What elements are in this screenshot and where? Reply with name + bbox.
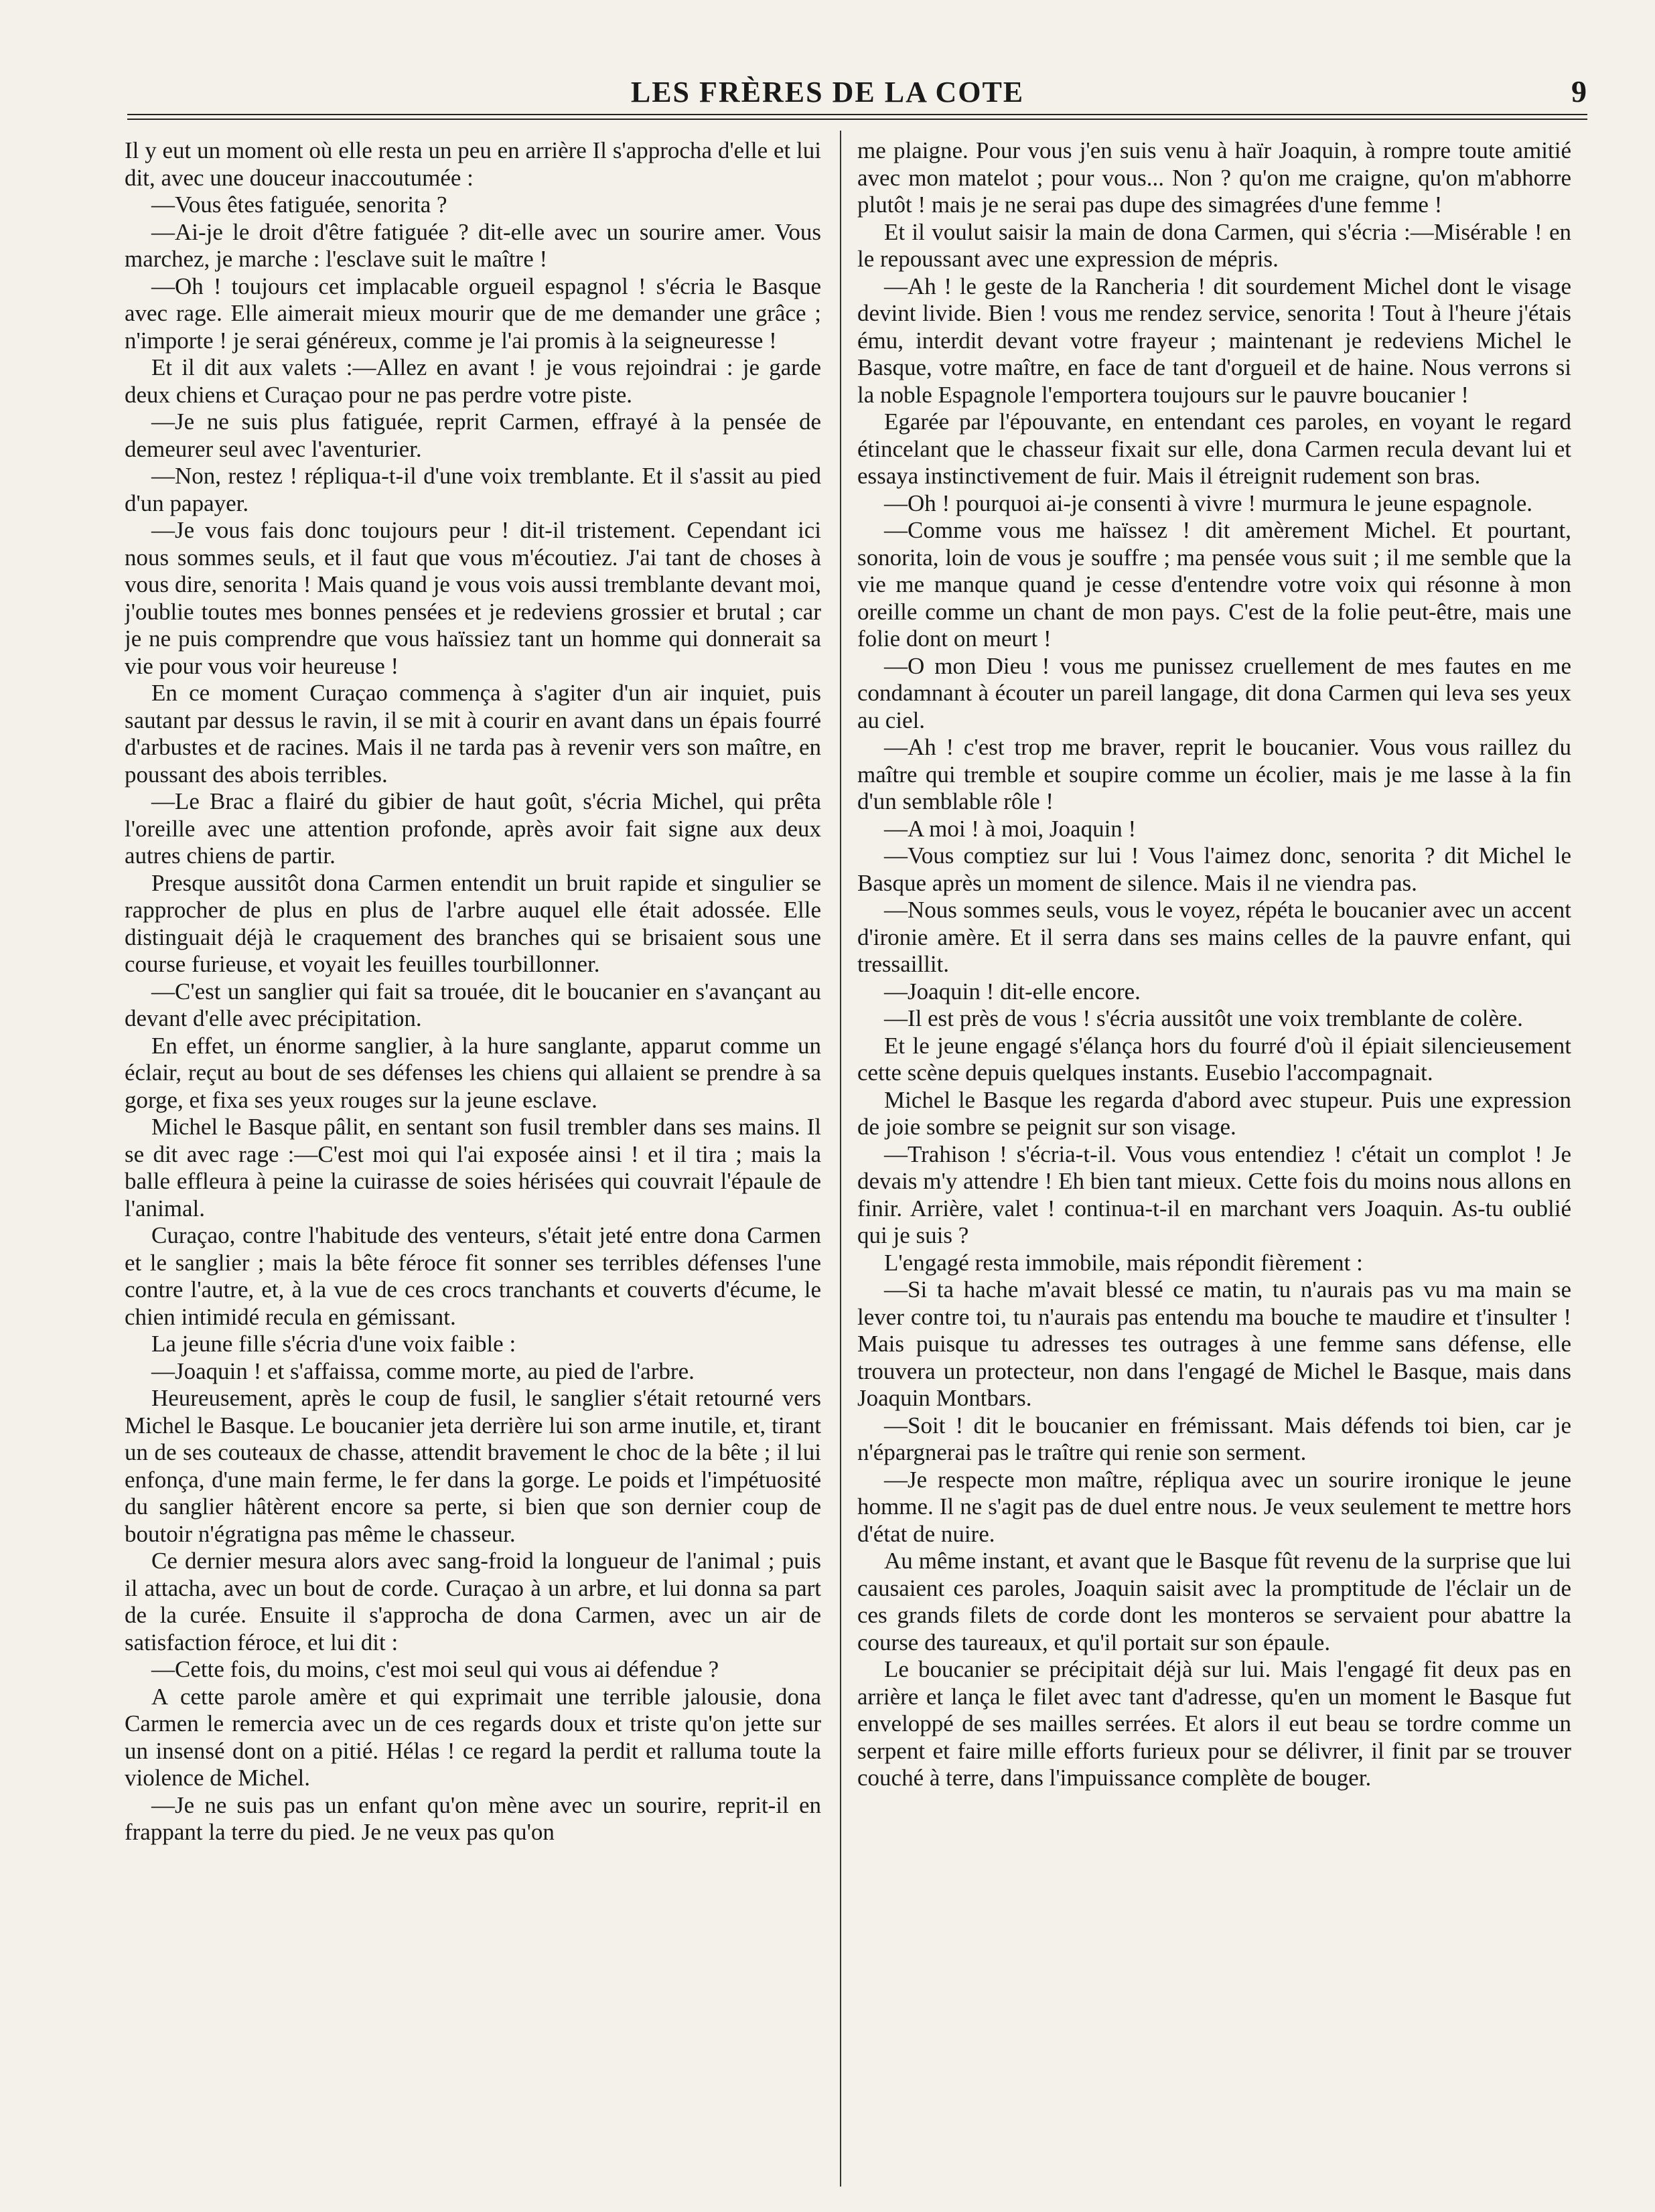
paragraph: —Joaquin ! et s'affaissa, comme morte, au pied de l'arbre. [151,1357,695,1384]
paragraph: —A moi ! à moi, Joaquin ! [884,815,1137,842]
paragraph: —Je ne suis pas un enfant qu'on mène avec un sourire, reprit-il en frappant la terre du pied. Je ne veux pas qu'on [125,1791,821,1845]
paragraph: —Je ne suis plus fatiguée, reprit Carmen, effrayé à la pensée de demeurer seul avec l'aventurier. [125,409,821,462]
paragraph: —Oh ! toujours cet implacable orgueil espagnol ! s'écria le Basque avec rage. Elle aimerait mieux mourir que de me demander une grâce ; n'importe ! je serai généreux, comme je l'ai promis à la seigneuresse ! [125,273,821,354]
paragraph: Et il dit aux valets :—Allez en avant ! je vous rejoindrai : je garde deux chiens et Curaçao pour ne pas perdre votre piste. [125,354,821,408]
paragraph: —Si ta hache m'avait blessé ce matin, tu n'aurais pas vu ma main se lever contre toi, tu n'aurais pas entendu ma bouche te maudire et t'insulter ! Mais puisque tu adresses tes outrages à une femme sans défense, elle trouvera un protecteur, non dans l'engagé de Michel le Basque, mais dans Joaquin Montbars. [857,1276,1571,1411]
paragraph: —Cette fois, du moins, c'est moi seul qui vous ai défendue ? [151,1656,719,1682]
paragraph: La jeune fille s'écria d'une voix faible : [151,1331,516,1357]
paragraph: A cette parole amère et qui exprimait une terrible jalousie, dona Carmen le remercia avec un de ces regards doux et triste qu'on jette sur un insensé dont on a pitié. Hélas ! ce regard la perdit et ralluma toute la violence de Michel. [125,1683,821,1791]
paragraph: —C'est un sanglier qui fait sa trouée, dit le boucanier en s'avançant au devant d'elle avec précipitation. [125,978,821,1031]
paragraph: Presque aussitôt dona Carmen entendit un bruit rapide et singulier se rapprocher de plus en plus de l'arbre auquel elle était adossée. Elle distinguait déjà le craquement des branches qui se brisaient sous une course furieuse, et voyait les feuilles tourbillonner. [125,869,821,977]
paragraph: —Je vous fais donc toujours peur ! dit-il tristement. Cependant ici nous sommes seuls, et il faut que vous m'écoutiez. J'ai tant de choses à vous dire, senorita ! Mais quand je vous vois aussi tremblante devant moi, j'oublie toutes mes bonnes pensées et je redeviens grossier et brutal ; car je ne puis comprendre que vous haïssiez tant un homme qui donnerait sa vie pour vous voir heureuse ! [125,517,821,679]
paragraph: —Joaquin ! dit-elle encore. [884,978,1141,1005]
paragraph: En effet, un énorme sanglier, à la hure sanglante, apparut comme un éclair, reçut au bout de ses défenses les chiens qui allaient se prendre à sa gorge, et fixa ses yeux rouges sur la jeune esclave. [125,1032,821,1113]
paragraph: Au même instant, et avant que le Basque fût revenu de la surprise que lui causaient ces paroles, Joaquin saisit avec la promptitude de l'éclair un de ces grands filets de corde dont les monteros se servaient pour abattre la course des taureaux, et qu'il portait sur son épaule. [857,1548,1571,1655]
paragraph: Ce dernier mesura alors avec sang-froid la longueur de l'animal ; puis il attacha, avec un bout de corde. Curaçao à un arbre, et lui donna sa part de la curée. Ensuite il s'approcha de dona Carmen, avec un air de satisfaction féroce, et lui dit : [125,1548,821,1655]
paragraph: —O mon Dieu ! vous me punissez cruellement de mes fautes en me condamnant à écouter un pareil langage, dit dona Carmen qui leva ses yeux au ciel. [857,652,1571,733]
paragraph: —Ai-je le droit d'être fatiguée ? dit-elle avec un sourire amer. Vous marchez, je marche : l'esclave suit le maître ! [125,218,821,272]
paragraph: En ce moment Curaçao commença à s'agiter d'un air inquiet, puis sautant par dessus le ravin, il se mit à courir en avant dans un épais fourré d'arbustes et de racines. Mais il ne tarda pas à revenir vers son maître, en poussant des abois terribles. [125,680,821,788]
header-rule [127,114,1587,120]
paragraph: —Vous êtes fatiguée, senorita ? [151,192,447,218]
paragraph: —Je respecte mon maître, répliqua avec un sourire ironique le jeune homme. Il ne s'agit pas de duel entre nous. Je veux seulement te mettre hors d'état de nuire. [857,1466,1571,1547]
column-divider [840,131,841,2187]
paragraph: —Oh ! pourquoi ai-je consenti à vivre ! murmura le jeune espagnole. [884,490,1533,516]
paragraph: Heureusement, après le coup de fusil, le sanglier s'était retourné vers Michel le Basque. Le boucanier jeta derrière lui son arme inutile, et, tirant un de ses couteaux de chasse, attendit bravement le choc de la bête ; il lui enfonça, d'une main ferme, le fer dans la gorge. Le poids et l'impétuosité du sanglier hâtèrent encore sa perte, si bien que son dernier coup de boutoir n'égratigna pas même le chasseur. [125,1385,821,1547]
paragraph: Et il voulut saisir la main de dona Carmen, qui s'écria :—Misérable ! en le repoussant avec une expression de mépris. [857,218,1571,272]
page-number: 9 [1571,74,1587,108]
paragraph: —Soit ! dit le boucanier en frémissant. Mais défends toi bien, car je n'épargnerai pas le traître qui renie son serment. [857,1412,1571,1465]
left-column [125,137,821,2153]
paragraph: —Le Brac a flairé du gibier de haut goût, s'écria Michel, qui prêta l'oreille avec une attention profonde, après avoir fait signe aux deux autres chiens de partir. [125,788,821,869]
paragraph: Le boucanier se précipitait déjà sur lui. Mais l'engagé fit deux pas en arrière et lança le filet avec tant d'adresse, qu'en un moment le Basque fut enveloppé de ses mailles serrées. Et alors il eut beau se tordre comme un serpent et faire mille efforts furieux pour se délivrer, il finit par se trouver couché à terre, dans l'impuissance complète de bouger. [857,1656,1571,1791]
paragraph: —Non, restez ! répliqua-t-il d'une voix tremblante. Et il s'assit au pied d'un papayer. [125,463,821,516]
running-title: LES FRÈRES DE LA COTE [630,76,1025,108]
paragraph: Michel le Basque les regarda d'abord avec stupeur. Puis une expression de joie sombre se peignit sur son visage. [857,1086,1571,1140]
paragraph: L'engagé resta immobile, mais répondit fièrement : [884,1249,1363,1276]
paragraph: —Ah ! le geste de la Rancheria ! dit sourdement Michel dont le visage devint livide. Bien ! vous me rendez service, senorita ! Tout à l'heure j'étais ému, interdit devant votre frayeur ; maintenant je redeviens Michel le Basque, votre maître, en face de tant d'orgueil et de haine. Nous verrons si la noble Espagnole l'emportera toujours sur le pauvre boucanier ! [857,273,1571,408]
paragraph: me plaigne. Pour vous j'en suis venu à haïr Joaquin, à rompre toute amitié avec mon matelot ; pour vous... Non ? qu'on me craigne, qu'on m'abhorre plutôt ! mais je ne serai pas dupe des simagrées d'une femme ! [857,137,1571,218]
paragraph: Et le jeune engagé s'élança hors du fourré d'où il épiait silencieusement cette scène depuis quelques instants. Eusebio l'accompagnait. [857,1032,1571,1086]
paragraph: Egarée par l'épouvante, en entendant ces paroles, en voyant le regard étincelant que le chasseur fixait sur elle, dona Carmen recula devant lui et essaya instinctivement de fuir. Mais il étreignit rudement son bras. [857,409,1571,489]
paragraph: —Trahison ! s'écria-t-il. Vous vous entendiez ! c'était un complot ! Je devais m'y attendre ! Eh bien tant mieux. Cette fois du moins nous allons en finir. Arrière, valet ! continua-t-il en marchant vers Joaquin. As-tu oublié qui je suis ? [857,1140,1571,1248]
paragraph: Il y eut un moment où elle resta un peu en arrière Il s'approcha d'elle et lui dit, avec une douceur inaccoutumée : [125,137,821,191]
paragraph: —Il est près de vous ! s'écria aussitôt une voix tremblante de colère. [884,1005,1523,1031]
paragraph: Curaçao, contre l'habitude des venteurs, s'était jeté entre dona Carmen et le sanglier ; mais la bête féroce fit sonner ses terribles défenses l'une contre l'autre, et, à la vue de ces crocs tranchants et couverts d'écume, le chien intimidé recula en gémissant. [125,1222,821,1330]
paragraph: —Ah ! c'est trop me braver, reprit le boucanier. Vous vous raillez du maître qui tremble et soupire comme un écolier, mais je me lasse à la fin d'un semblable rôle ! [857,734,1571,814]
right-column [857,137,1571,2153]
paragraph: —Nous sommes seuls, vous le voyez, répéta le boucanier avec un accent d'ironie amère. Et il serra dans ses mains celles de la pauvre enfant, qui tressaillit. [857,897,1571,977]
paragraph: —Vous comptiez sur lui ! Vous l'aimez donc, senorita ? dit Michel le Basque après un moment de silence. Mais il ne viendra pas. [857,842,1571,896]
paragraph: Michel le Basque pâlit, en sentant son fusil trembler dans ses mains. Il se dit avec rage :—C'est moi qui l'ai exposée ainsi ! et il tira ; mais la balle effleura à peine la cuirasse de soies hérisées qui couvrait l'épaule de l'animal. [125,1114,821,1222]
paragraph: —Comme vous me haïssez ! dit amèrement Michel. Et pourtant, sonorita, loin de vous je souffre ; ma pensée vous suit ; il me semble que la vie me manque quand je cesse d'entendre votre voix qui résonne à mon oreille comme un chant de mon pays. C'est de la folie peut-être, mais une folie dont on meurt ! [857,517,1571,652]
